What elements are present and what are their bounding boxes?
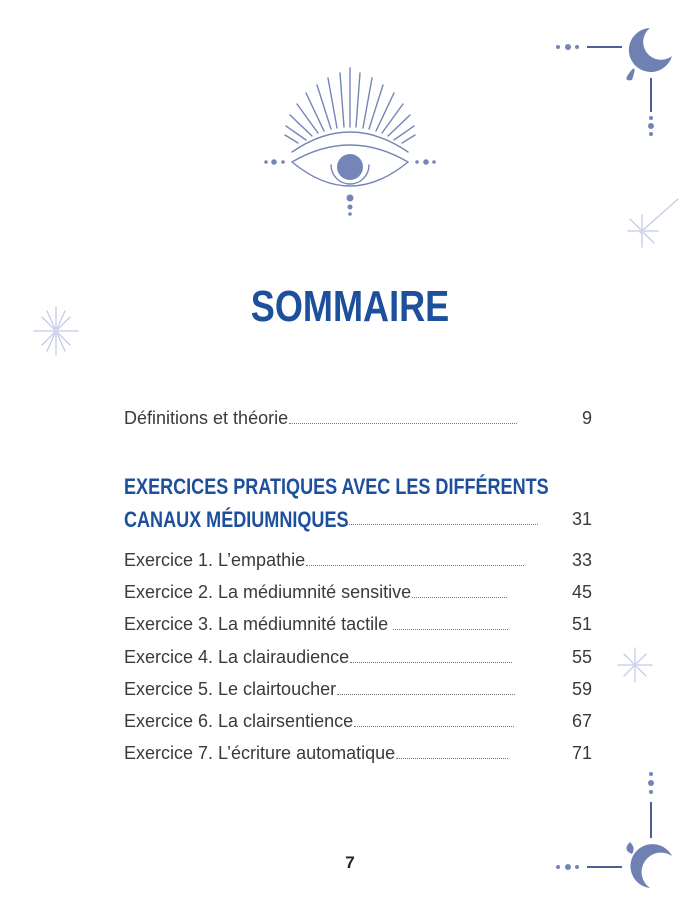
toc-entry-page: 51 [571,614,592,634]
page-title: SOMMAIRE [250,282,450,331]
toc-entry-page: 71 [571,743,592,763]
crescent-moon-icon [550,20,680,140]
section-heading-line-1: EXERCICES PRATIQUES AVEC LES DIFFÉRENTS [124,474,549,499]
dot-leader [354,726,514,727]
toc-entry[interactable] [124,706,592,732]
toc-entry-label: Exercice 3. La médiumnité tactile [124,614,389,634]
toc-entry-intro[interactable] [124,403,592,429]
sparkle-star-icon-small [615,645,655,685]
dot-leader [341,524,538,525]
toc-entry-page: 67 [571,711,592,731]
dot-leader [412,597,507,598]
toc-entry-page: 55 [571,647,592,667]
dot-leader [306,565,524,566]
section-heading-line-2: CANAUX MÉDIUMNIQUES [124,507,349,532]
toc-entry-label: Exercice 1. L’empathie [124,550,306,570]
dot-leader [289,423,517,424]
toc-entry-label: Définitions et théorie [124,408,289,428]
toc-entry-page: 9 [581,408,592,428]
toc-entry-label: Exercice 6. La clairsentience [124,711,354,731]
crescent-moon-icon-bottom [550,770,680,900]
toc-entry-label: Exercice 7. L’écriture automatique [124,743,396,763]
toc-entry[interactable] [124,577,592,603]
toc-entry-page: 33 [571,550,592,570]
toc-entry[interactable] [124,609,592,635]
toc-entry-label: Exercice 5. Le clairtoucher [124,679,337,699]
eye-with-rays-icon [260,60,440,220]
dot-leader [393,629,508,630]
page-number: 7 [345,853,355,872]
toc-section-page-wrap [540,504,592,530]
toc-entry[interactable] [124,738,592,764]
dot-leader [396,758,508,759]
sparkle-star-icon-shooting [620,195,680,250]
toc-entry[interactable] [124,545,592,571]
toc-entry[interactable] [124,642,592,668]
toc-section-heading[interactable] [124,470,592,536]
toc-section-page: 31 [571,509,592,529]
toc-entry-label: Exercice 4. La clairaudience [124,647,350,667]
toc-entry[interactable] [124,674,592,700]
toc-entry-label: Exercice 2. La médiumnité sensitive [124,582,412,602]
toc-entry-page: 45 [571,582,592,602]
dot-leader [350,662,512,663]
toc-entry-page: 59 [571,679,592,699]
dot-leader [337,694,515,695]
